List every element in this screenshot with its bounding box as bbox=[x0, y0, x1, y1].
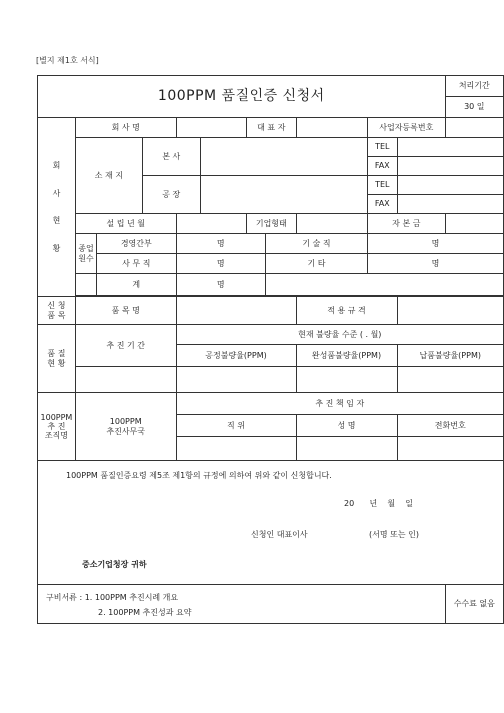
employees-spacer bbox=[75, 274, 96, 296]
product-section-label: 신 청 품 목 bbox=[38, 297, 76, 325]
hq-tel-field[interactable] bbox=[397, 138, 504, 157]
factory-label: 공 장 bbox=[143, 176, 201, 214]
declaration-block bbox=[38, 461, 504, 585]
exec-label: 경영간부 bbox=[97, 234, 177, 254]
hq-label: 본 사 bbox=[143, 138, 201, 176]
name-field[interactable] bbox=[296, 437, 397, 461]
form-title-text: 100PPM 품질인증 신청서 bbox=[157, 88, 325, 105]
position-label: 직 위 bbox=[176, 415, 296, 437]
company-name-field[interactable] bbox=[176, 118, 247, 138]
declaration-date[interactable]: 20 년 월 일 bbox=[344, 499, 413, 508]
period-label: 추 진 기 간 bbox=[75, 325, 176, 367]
processing-value: 30 일 bbox=[445, 97, 503, 118]
office-name-label: 100PPM 추진사무국 bbox=[75, 393, 176, 461]
capital-label: 자 본 금 bbox=[368, 214, 446, 234]
manager-label: 추 진 책 임 자 bbox=[176, 393, 503, 415]
processing-label: 처리기간 bbox=[445, 76, 503, 97]
other-label: 기 타 bbox=[266, 254, 368, 274]
quality-section-label: 품 질 현 황 bbox=[38, 325, 76, 393]
total-unit[interactable]: 명 bbox=[176, 274, 265, 296]
company-section-label: 회 사 현 황 bbox=[38, 118, 76, 297]
recipient: 중소기업청장 귀하 bbox=[82, 560, 147, 569]
declaration-text: 100PPM 품질인증요령 제5조 제1항의 규정에 의하여 위와 같이 신청합니다. bbox=[66, 471, 332, 480]
finished-rate-label: 완성품불량율(PPM) bbox=[296, 345, 397, 367]
finished-rate-field[interactable] bbox=[296, 367, 397, 393]
name-label: 성 명 bbox=[296, 415, 397, 437]
biztype-label: 기업형태 bbox=[247, 214, 296, 234]
hq-fax-label: FAX bbox=[368, 157, 397, 176]
attachments-block bbox=[38, 585, 446, 624]
attachment-line-2: 2. 100PPM 추진성과 요약 bbox=[98, 608, 192, 617]
factory-tel-field[interactable] bbox=[397, 176, 504, 195]
phone-field[interactable] bbox=[397, 437, 504, 461]
form-number: [별지 제1호 서식] bbox=[36, 56, 99, 65]
process-rate-field[interactable] bbox=[176, 367, 296, 393]
company-name-label: 회 사 명 bbox=[75, 118, 176, 138]
period-field[interactable] bbox=[75, 367, 176, 393]
item-field[interactable] bbox=[176, 297, 296, 325]
hq-address-field[interactable] bbox=[200, 138, 368, 176]
form-title bbox=[38, 76, 446, 118]
biztype-field[interactable] bbox=[296, 214, 368, 234]
spec-field[interactable] bbox=[397, 297, 504, 325]
representative-field[interactable] bbox=[296, 118, 368, 138]
founded-field[interactable] bbox=[176, 214, 247, 234]
tech-unit[interactable]: 명 bbox=[368, 234, 504, 254]
phone-label: 전화번호 bbox=[397, 415, 504, 437]
office-unit[interactable]: 명 bbox=[176, 254, 265, 274]
defect-level-label: 현재 불량율 수준 ( . 월) bbox=[176, 325, 503, 345]
capital-field[interactable] bbox=[445, 214, 503, 234]
process-rate-label: 공정불량율(PPM) bbox=[176, 345, 296, 367]
total-label: 계 bbox=[97, 274, 177, 296]
hq-tel-label: TEL bbox=[368, 138, 397, 157]
application-form bbox=[37, 75, 504, 624]
hq-fax-field[interactable] bbox=[397, 157, 504, 176]
delivery-rate-label: 납품불량율(PPM) bbox=[397, 345, 504, 367]
spec-label: 적 용 규 격 bbox=[296, 297, 397, 325]
employees-label: 종업 원수 bbox=[75, 234, 96, 274]
attachment-line-1: 구비서류 : 1. 100PPM 추진시례 개요 bbox=[46, 593, 179, 602]
sign-note[interactable]: (서명 또는 인) bbox=[369, 530, 419, 539]
representative-label: 대 표 자 bbox=[247, 118, 296, 138]
other-unit[interactable]: 명 bbox=[368, 254, 504, 274]
bizno-field[interactable] bbox=[445, 118, 503, 138]
position-field[interactable] bbox=[176, 437, 296, 461]
factory-fax-label: FAX bbox=[368, 195, 397, 214]
factory-address-field[interactable] bbox=[200, 176, 368, 214]
applicant-label: 신청인 대표이사 bbox=[251, 530, 308, 539]
org-section-label: 100PPM 추 진 조직명 bbox=[38, 393, 76, 461]
factory-fax-field[interactable] bbox=[397, 195, 504, 214]
fee-label: 수수료 없음 bbox=[445, 585, 503, 624]
address-label: 소 재 지 bbox=[75, 138, 142, 214]
delivery-rate-field[interactable] bbox=[397, 367, 504, 393]
total-blank bbox=[266, 274, 504, 296]
item-label: 품 목 명 bbox=[75, 297, 176, 325]
bizno-label: 사업자등록번호 bbox=[368, 118, 446, 138]
exec-unit[interactable]: 명 bbox=[176, 234, 265, 254]
factory-tel-label: TEL bbox=[368, 176, 397, 195]
office-label: 사 무 직 bbox=[97, 254, 177, 274]
tech-label: 기 술 직 bbox=[266, 234, 368, 254]
founded-label: 설 립 년 월 bbox=[75, 214, 176, 234]
